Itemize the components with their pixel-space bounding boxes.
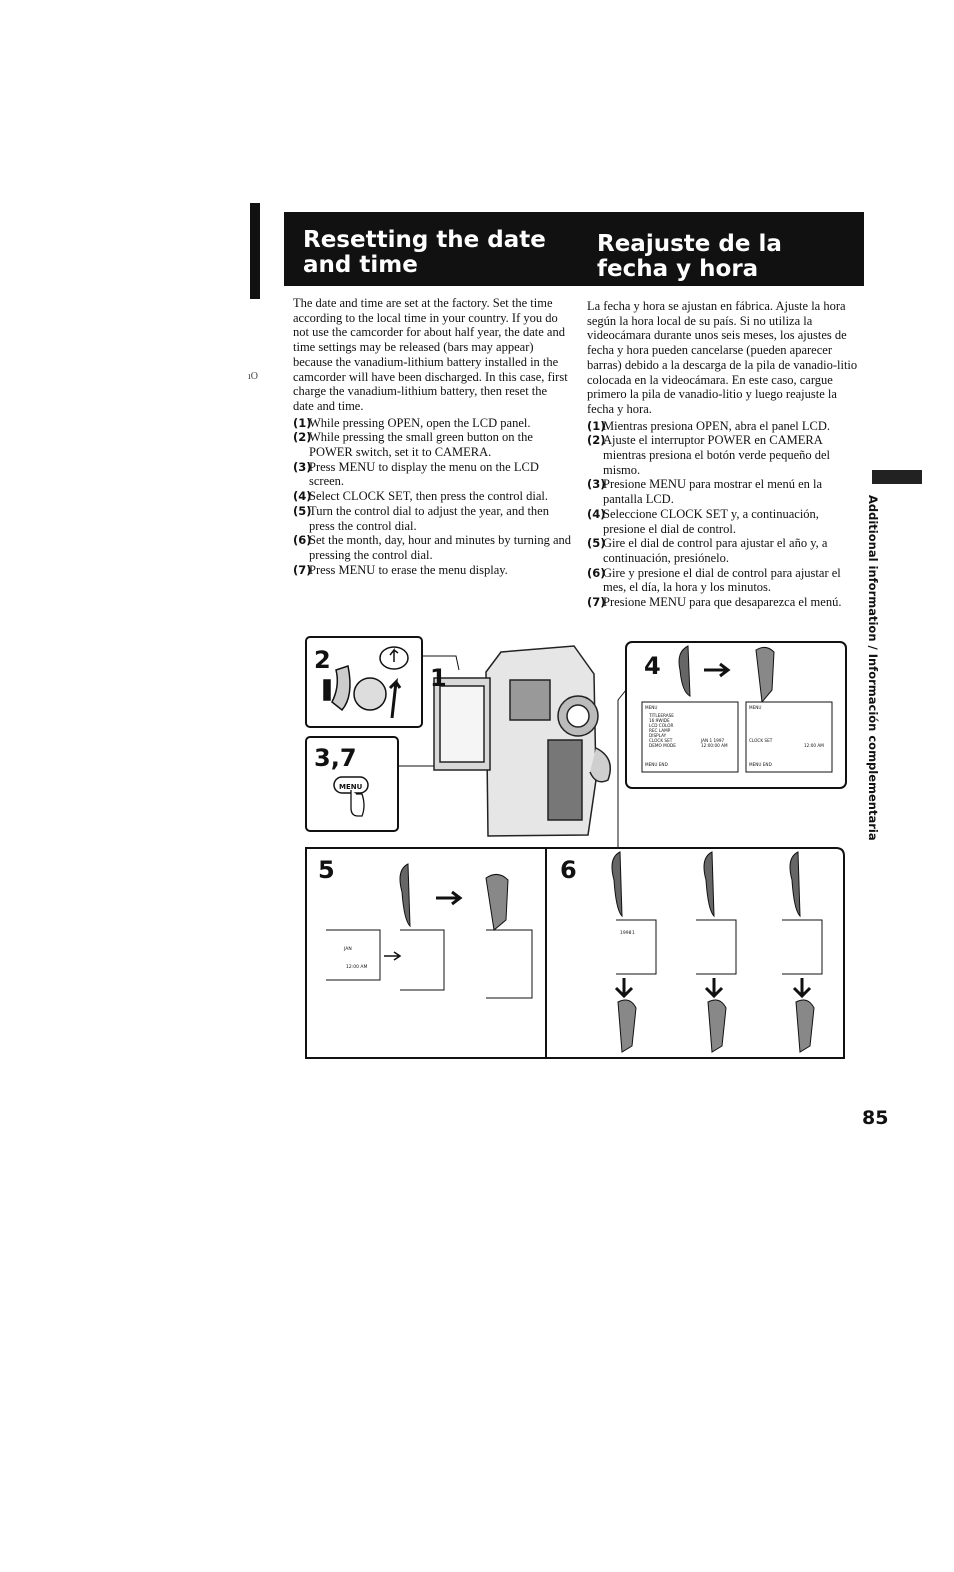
step6-drawings: [612, 852, 822, 1052]
spanish-column: [587, 299, 862, 610]
english-intro: The date and time are set at the factory. Set the time according to the local time in your country. If you do not use the camcorder for about half year, the date and time settings may be released (bars may appear) because the vanadium-lithium battery installed in the camcorder will have been discharged. In this case, first charge the vanadium-lithium battery, then reset the date and time.: [293, 296, 568, 413]
menu-button-label: MENU: [339, 783, 363, 791]
label-step37: 3,7: [314, 744, 357, 772]
list-item: TITLEERASE: [649, 713, 674, 718]
clock-day: 1: [632, 931, 635, 936]
list-item: (5) Turn the control dial to adjust the year, and then press the control dial.: [293, 503, 549, 533]
list-item: (3) Press MENU to display the menu on the LCD screen.: [293, 459, 539, 489]
list-item: (7) Press MENU to erase the menu display.: [293, 562, 508, 577]
menu-screen2-time: 12:00 AM: [804, 743, 824, 748]
menu-screen-date: JAN 1 1997: [701, 738, 725, 743]
menu-screen-title: MENU: [645, 705, 658, 710]
list-item: (5) Gire el dial de control para ajustar el año y, a continuación, presiónelo.: [587, 536, 828, 565]
menu-screen2-item: CLOCK SET: [749, 738, 773, 743]
list-item: (2) While pressing the small green button on the POWER switch, set it to CAMERA.: [293, 430, 533, 460]
label-step4: 4: [644, 652, 661, 680]
spanish-intro: La fecha y hora se ajustan en fábrica. Ajuste la hora según la hora local de su país. Si no utiliza la videocámara durante unos seis meses, los ajustes de fecha y hora pueden cancelarse (pueden aparecer barras) debido a la descarga de la pila de vanadio-litio colocada en la videocámara. En este caso, cargue primero la pila de vanadio-litio y luego reajuste la fecha y hora.: [587, 299, 858, 416]
label-step2: 2: [314, 646, 331, 674]
clock-month: JAN: [344, 947, 352, 952]
list-item: DISPLAY: [649, 733, 667, 738]
side-tab-label: Additional information / Información complementaria: [866, 495, 880, 841]
list-item: REC LAMP: [649, 728, 671, 733]
title-english: Resetting the date and time: [303, 227, 546, 278]
menu-screen2-end: MENU END: [749, 762, 772, 767]
menu-screen-end: MENU END: [645, 762, 668, 767]
margin-mark: ıO: [248, 371, 258, 382]
section-marker-bar: [250, 203, 260, 299]
english-steps: [293, 416, 571, 578]
list-item: (3) Presione MENU para mostrar el menú en la pantalla LCD.: [587, 477, 823, 507]
procedure-illustration: [296, 630, 852, 1066]
step5-drawings: [326, 864, 532, 998]
power-switch-drawing: [324, 647, 408, 718]
menu-screen2-title: MENU: [749, 705, 762, 710]
list-item: (7) Presione MENU para que desaparezca el menú.: [587, 595, 842, 610]
spanish-steps: [587, 419, 862, 610]
title-spanish: Reajuste de la fecha y hora: [597, 231, 782, 282]
side-tab-marker: [872, 470, 922, 484]
list-item: (2) Ajuste el interruptor POWER en CAMERA mientras presiona el botón verde pequeño del mismo.: [587, 433, 831, 477]
english-column: [293, 296, 571, 577]
label-step1: 1: [430, 664, 447, 692]
list-item: LCD COLOR: [649, 723, 674, 728]
menu-screen-time: 12:00:00 AM: [701, 743, 728, 748]
list-item: (1) Mientras presiona OPEN, abra el panel LCD.: [587, 418, 831, 433]
step4-screens: [642, 646, 832, 772]
label-step5: 5: [318, 856, 335, 884]
label-step6: 6: [560, 856, 577, 884]
list-item: 16:9WIDE: [649, 718, 670, 723]
list-item: (4) Select CLOCK SET, then press the control dial.: [293, 489, 548, 504]
clock-time: 12:00 AM: [346, 965, 368, 970]
list-item: (4) Seleccione CLOCK SET y, a continuación, presione el dial de control.: [587, 506, 819, 536]
list-item: CLOCK SET: [649, 738, 673, 743]
page-number: 85: [862, 1107, 889, 1129]
list-item: (6) Set the month, day, hour and minutes by turning and pressing the control dial.: [293, 533, 571, 562]
list-item: DEMO MODE: [649, 743, 676, 748]
camcorder-drawing: [434, 646, 610, 836]
list-item: (1) While pressing OPEN, open the LCD panel.: [293, 415, 531, 430]
list-item: (6) Gire y presione el dial de control para ajustar el mes, el día, la hora y los minutos.: [587, 565, 841, 595]
clock-year: 1998: [620, 931, 632, 936]
